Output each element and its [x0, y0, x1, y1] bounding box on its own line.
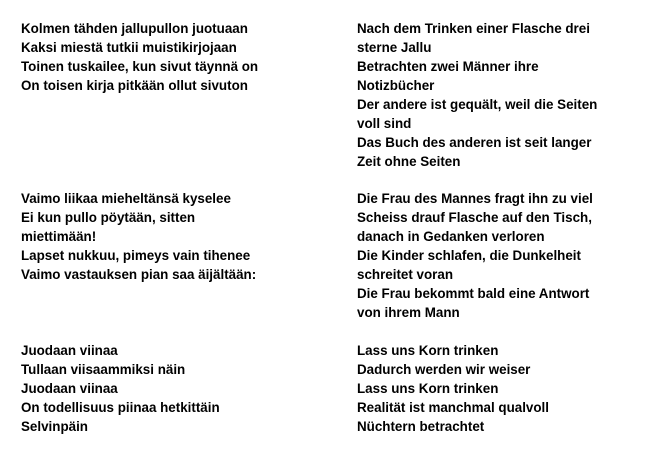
- lyric-line: Der andere ist gequält, weil die Seiten: [357, 97, 598, 112]
- lyric-line: Lass uns Korn trinken: [357, 381, 499, 396]
- lyric-line: Betrachten zwei Männer ihre: [357, 59, 539, 74]
- lyric-line: Die Kinder schlafen, die Dunkelheit: [357, 248, 581, 263]
- finnish-stanza-3: [21, 341, 341, 436]
- lyric-line: Das Buch des anderen ist seit langer: [357, 135, 592, 150]
- german-stanza-3: [357, 341, 647, 436]
- lyric-line: Tullaan viisaammiksi näin: [21, 362, 186, 377]
- lyric-line: Vaimo vastauksen pian saa äijältään:: [21, 267, 257, 282]
- lyric-line: Selvinpäin: [21, 419, 88, 434]
- lyric-line: Die Frau bekommt bald eine Antwort: [357, 286, 590, 301]
- lyric-line: Nach dem Trinken einer Flasche drei: [357, 21, 590, 36]
- lyric-line: Nüchtern betrachtet: [357, 419, 485, 434]
- lyric-line: von ihrem Mann: [357, 305, 460, 320]
- german-stanza-2: [357, 189, 647, 322]
- lyric-line: Vaimo liikaa mieheltänsä kyselee: [21, 191, 231, 206]
- lyric-line: Zeit ohne Seiten: [357, 154, 461, 169]
- lyric-line: Die Frau des Mannes fragt ihn zu viel: [357, 191, 593, 206]
- lyric-line: Scheiss drauf Flasche auf den Tisch,: [357, 210, 592, 225]
- finnish-stanza-2: [21, 189, 341, 284]
- lyric-line: Lass uns Korn trinken: [357, 343, 499, 358]
- lyric-line: voll sind: [357, 116, 412, 131]
- lyric-line: schreitet voran: [357, 267, 454, 282]
- lyric-line: Notizbücher: [357, 78, 435, 93]
- german-lyrics-column: [357, 19, 647, 466]
- finnish-lyrics-column: [21, 19, 341, 466]
- finnish-stanza-1: [21, 19, 341, 95]
- lyric-line: Toinen tuskailee, kun sivut täynnä on: [21, 59, 259, 74]
- lyric-line: On toisen kirja pitkään ollut sivuton: [21, 78, 248, 93]
- lyric-line: Kaksi miestä tutkii muistikirjojaan: [21, 40, 237, 55]
- lyric-line: Lapset nukkuu, pimeys vain tihenee: [21, 248, 251, 263]
- lyric-line: Juodaan viinaa: [21, 343, 118, 358]
- lyric-line: miettimään!: [21, 229, 97, 244]
- lyric-line: Realität ist manchmal qualvoll: [357, 400, 549, 415]
- lyric-line: danach in Gedanken verloren: [357, 229, 545, 244]
- lyric-line: sterne Jallu: [357, 40, 432, 55]
- lyric-line: Ei kun pullo pöytään, sitten: [21, 210, 196, 225]
- lyric-line: Dadurch werden wir weiser: [357, 362, 531, 377]
- lyric-line: On todellisuus piinaa hetkittäin: [21, 400, 220, 415]
- lyric-line: Kolmen tähden jallupullon juotuaan: [21, 21, 248, 36]
- german-stanza-1: [357, 19, 647, 171]
- lyric-line: Juodaan viinaa: [21, 381, 118, 396]
